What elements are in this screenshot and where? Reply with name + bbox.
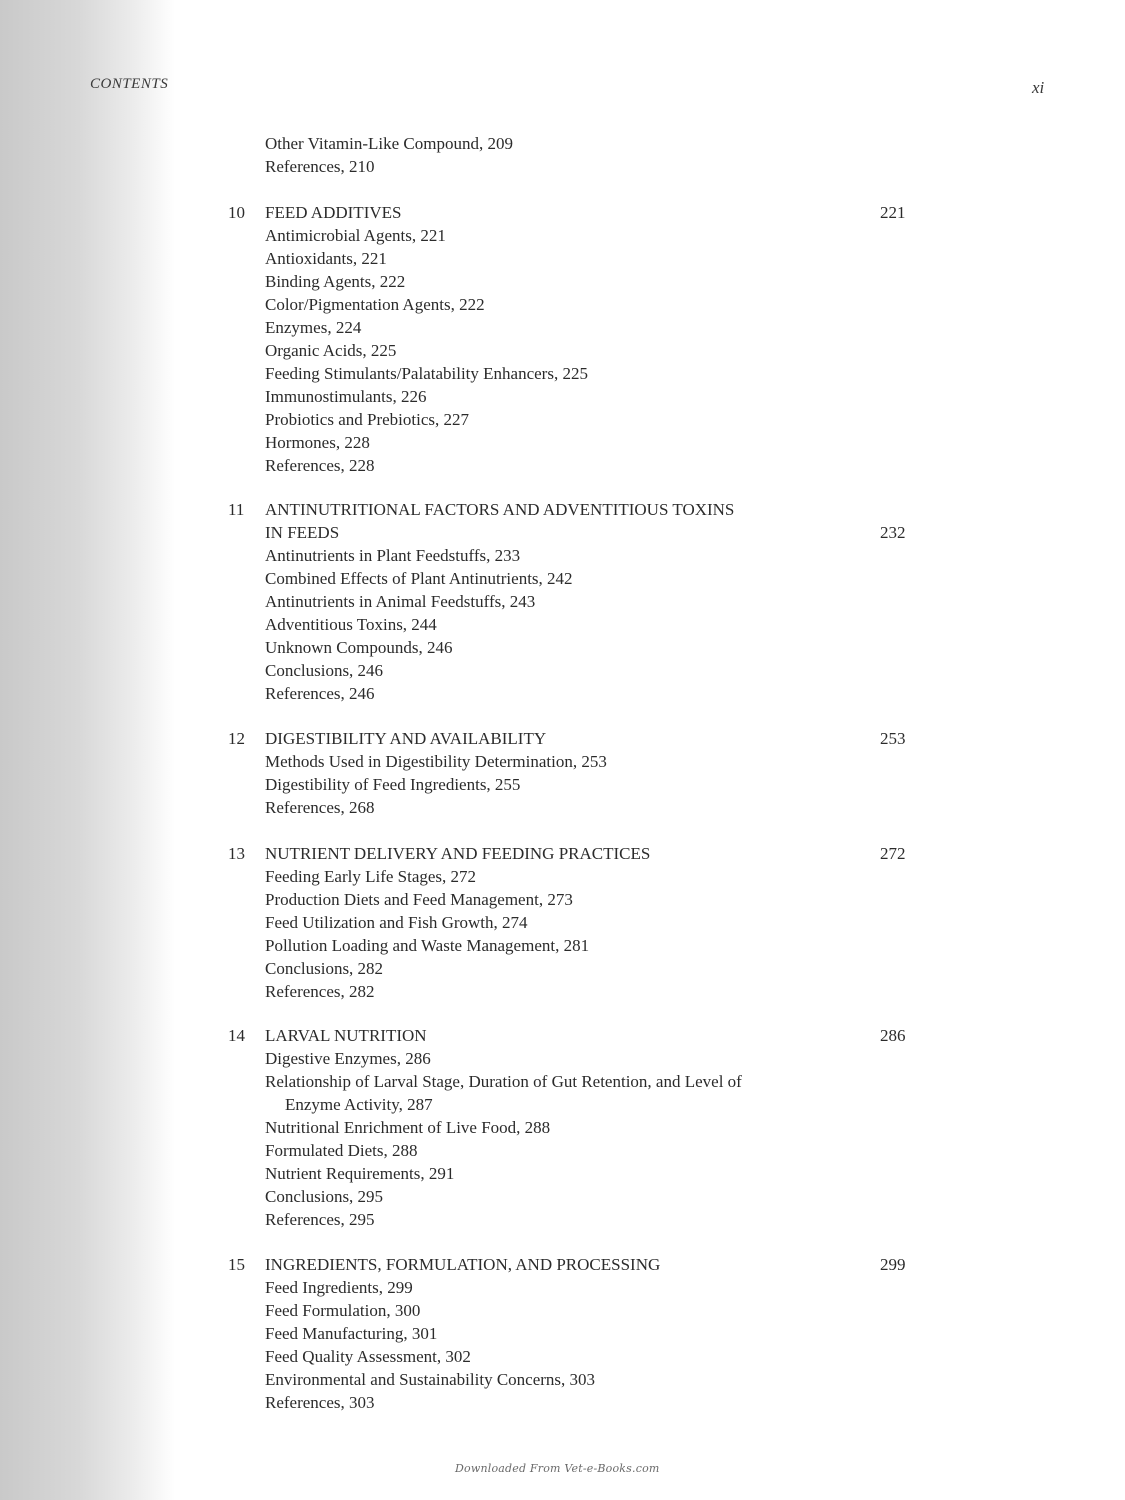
toc-entry: Hormones, 228: [265, 433, 370, 452]
toc-entry: Antimicrobial Agents, 221: [265, 226, 446, 245]
chapter-page: 221: [880, 203, 906, 222]
toc-entry: References, 303: [265, 1393, 375, 1412]
chapter-number: 12: [228, 729, 245, 748]
toc-entry: Feed Ingredients, 299: [265, 1278, 413, 1297]
toc-entry: Digestibility of Feed Ingredients, 255: [265, 775, 521, 794]
toc-entry: Feeding Early Life Stages, 272: [265, 867, 477, 886]
chapter-title: ANTINUTRITIONAL FACTORS AND ADVENTITIOUS TOXINS: [265, 500, 735, 519]
toc-entry: Conclusions, 246: [265, 661, 384, 680]
chapter-page: 253: [880, 729, 906, 748]
toc-entry: Immunostimulants, 226: [265, 387, 427, 406]
chapter-title-continued: IN FEEDS: [265, 523, 340, 542]
chapter-title: INGREDIENTS, FORMULATION, AND PROCESSING: [265, 1255, 661, 1274]
toc-entry: Antinutrients in Plant Feedstuffs, 233: [265, 546, 521, 565]
toc-entry: Nutrient Requirements, 291: [265, 1164, 455, 1183]
page-number: xi: [1032, 78, 1045, 97]
chapter-page: 272: [880, 844, 906, 863]
toc-entry: Nutritional Enrichment of Live Food, 288: [265, 1118, 551, 1137]
toc-entry: Other Vitamin-Like Compound, 209: [265, 134, 513, 153]
running-head-title: CONTENTS: [90, 76, 169, 92]
toc-entry: Methods Used in Digestibility Determination, 253: [265, 752, 607, 771]
download-watermark: Downloaded From Vet-e-Books.com: [455, 1462, 660, 1475]
chapter-number: 11: [228, 500, 245, 519]
toc-entry: References, 228: [265, 456, 375, 475]
toc-entry: Binding Agents, 222: [265, 272, 406, 291]
toc-entry: Color/Pigmentation Agents, 222: [265, 295, 485, 314]
chapter-page: 232: [880, 523, 906, 542]
toc-entry: Antioxidants, 221: [265, 249, 387, 268]
toc-entry: Enzymes, 224: [265, 318, 362, 337]
toc-entry: Formulated Diets, 288: [265, 1141, 418, 1160]
chapter-title: DIGESTIBILITY AND AVAILABILITY: [265, 729, 547, 748]
toc-entry: Combined Effects of Plant Antinutrients, 242: [265, 569, 573, 588]
toc-entry: References, 282: [265, 982, 375, 1001]
chapter-title: LARVAL NUTRITION: [265, 1026, 427, 1045]
toc-entry: References, 246: [265, 684, 375, 703]
toc-entry: Pollution Loading and Waste Management, 281: [265, 936, 590, 955]
chapter-page: 299: [880, 1255, 906, 1274]
toc-entry: Feed Utilization and Fish Growth, 274: [265, 913, 528, 932]
toc-entry: Feed Formulation, 300: [265, 1301, 421, 1320]
toc-entry: References, 268: [265, 798, 375, 817]
chapter-title: NUTRIENT DELIVERY AND FEEDING PRACTICES: [265, 844, 651, 863]
chapter-number: 14: [228, 1026, 245, 1045]
chapter-number: 15: [228, 1255, 245, 1274]
toc-entry: Antinutrients in Animal Feedstuffs, 243: [265, 592, 536, 611]
toc-entry: Organic Acids, 225: [265, 341, 397, 360]
toc-entry: References, 210: [265, 157, 375, 176]
toc-entry: Unknown Compounds, 246: [265, 638, 453, 657]
chapter-page: 286: [880, 1026, 906, 1045]
toc-entry: References, 295: [265, 1210, 375, 1229]
toc-entry: Relationship of Larval Stage, Duration of Gut Retention, and Level of: [265, 1072, 742, 1091]
toc-entry: Digestive Enzymes, 286: [265, 1049, 431, 1068]
toc-entry: Environmental and Sustainability Concerns, 303: [265, 1370, 596, 1389]
toc-entry: Feed Quality Assessment, 302: [265, 1347, 471, 1366]
chapter-number: 13: [228, 844, 245, 863]
toc-entry: Adventitious Toxins, 244: [265, 615, 437, 634]
toc-entry: Feed Manufacturing, 301: [265, 1324, 438, 1343]
chapter-title: FEED ADDITIVES: [265, 203, 402, 222]
page-gutter-shadow: [0, 0, 175, 1500]
toc-entry-continued: Enzyme Activity, 287: [285, 1095, 433, 1114]
chapter-number: 10: [228, 203, 245, 222]
toc-entry: Conclusions, 282: [265, 959, 384, 978]
toc-entry: Production Diets and Feed Management, 273: [265, 890, 573, 909]
toc-entry: Feeding Stimulants/Palatability Enhancers, 225: [265, 364, 588, 383]
toc-entry: Probiotics and Prebiotics, 227: [265, 410, 469, 429]
toc-entry: Conclusions, 295: [265, 1187, 384, 1206]
